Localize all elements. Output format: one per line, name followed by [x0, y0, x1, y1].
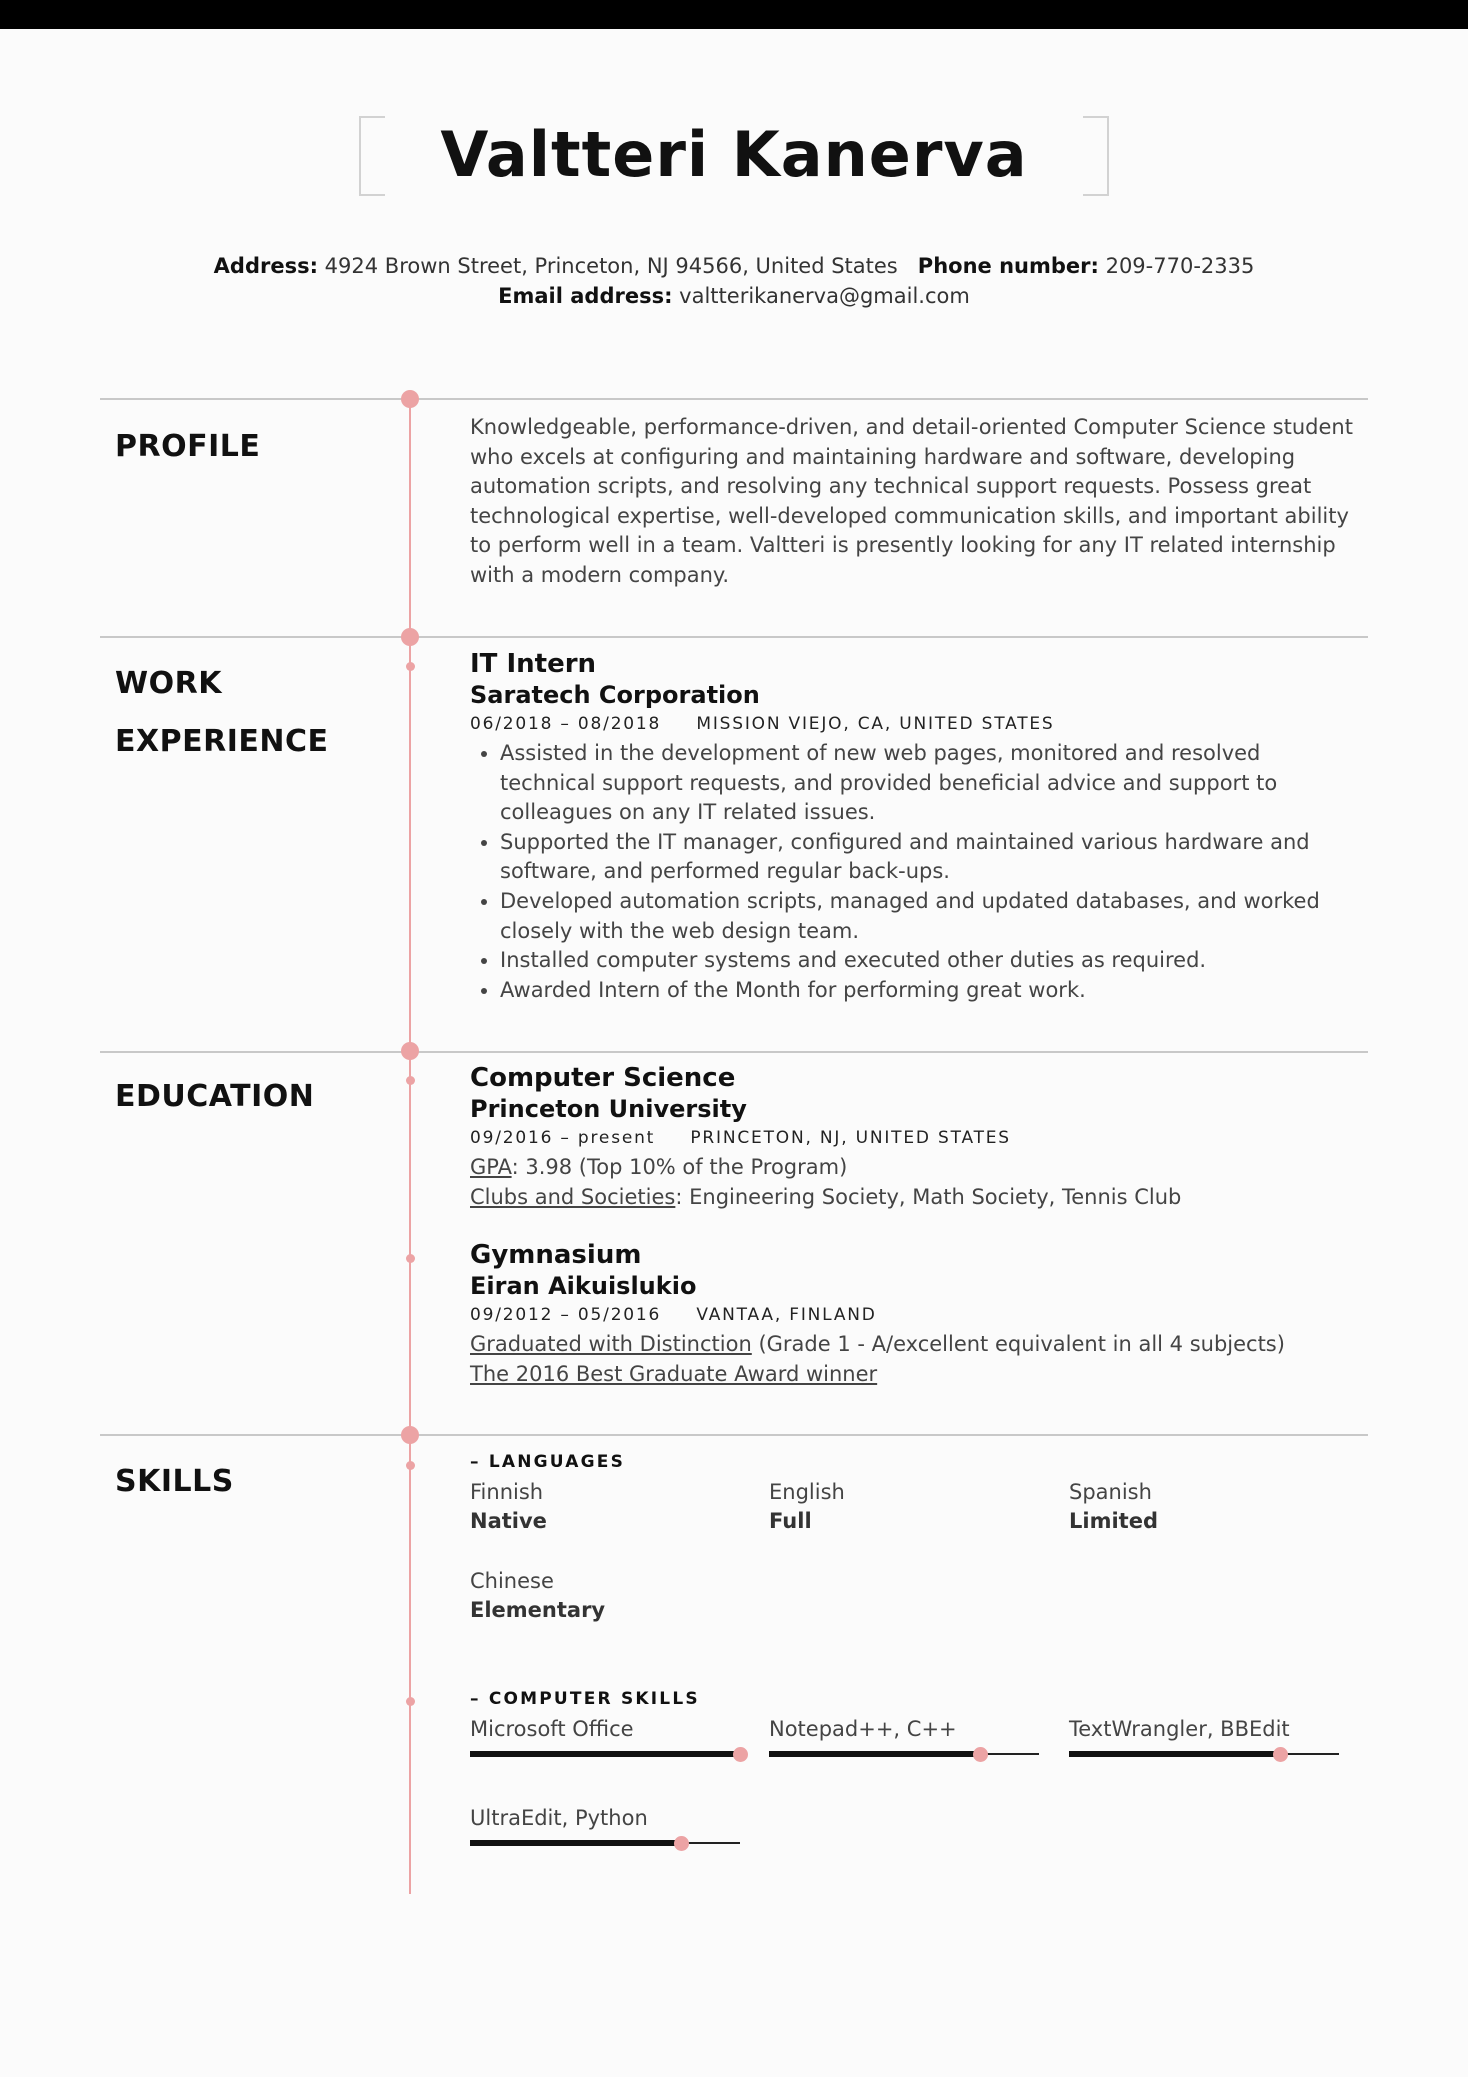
- job-dates: 06/2018 – 08/2018: [470, 714, 662, 734]
- timeline-dot: [401, 1426, 419, 1444]
- school: Eiran Aikuislukio: [470, 1272, 697, 1300]
- computer-skill-item: [470, 1715, 750, 1744]
- language-item: [470, 1478, 750, 1536]
- timeline-dot: [401, 1042, 419, 1060]
- timeline-dot-small: [406, 1254, 415, 1263]
- language-name: Spanish: [1069, 1480, 1152, 1504]
- phone-label: Phone number:: [917, 254, 1099, 278]
- heading-line-1: WORK: [115, 666, 222, 701]
- skill-bar-track: [769, 1753, 1039, 1755]
- language-level: Full: [769, 1509, 812, 1533]
- email-label: Email address:: [498, 284, 673, 308]
- skill-bar-fill: [470, 1751, 740, 1757]
- edu-detail-link: Graduated with Distinction: [470, 1332, 752, 1356]
- languages-label: – LANGUAGES: [470, 1452, 626, 1472]
- contact-line-2: [0, 284, 1468, 308]
- edu-detail-text: : 3.98 (Top 10% of the Program): [511, 1155, 848, 1179]
- list-item: • Awarded Intern of the Month for performing great work.: [500, 976, 1360, 1006]
- address: 4924 Brown Street, Princeton, NJ 94566, United States: [324, 254, 898, 278]
- divider-skills: [100, 1434, 1368, 1436]
- list-item: • Supported the IT manager, configured and maintained various hardware and software, and performed regular back-ups.: [500, 828, 1360, 887]
- edu-detail: [470, 1183, 1360, 1213]
- language-item: [769, 1478, 1049, 1536]
- computer-skill-name: Notepad++, C++: [769, 1717, 957, 1741]
- section-heading-education: EDUCATION: [115, 1079, 315, 1114]
- edu-dates-row: [470, 1301, 1360, 1330]
- work-section: [470, 649, 1360, 1005]
- skill-bar-fill: [1069, 1751, 1280, 1757]
- language-name: Chinese: [470, 1569, 554, 1593]
- education-entry-1: [470, 1063, 1360, 1212]
- edu-location: PRINCETON, NJ, UNITED STATES: [690, 1128, 1011, 1148]
- edu-detail-text: : Engineering Society, Math Society, Tennis Club: [675, 1184, 1182, 1209]
- education-entry-2: [470, 1240, 1360, 1389]
- edu-dates: 09/2016 – present: [470, 1128, 656, 1148]
- job-company: Saratech Corporation: [470, 681, 760, 709]
- edu-detail-link: Clubs and Societies: [470, 1184, 676, 1209]
- skill-bar-fill: [470, 1840, 681, 1846]
- edu-detail-link: GPA: [470, 1155, 512, 1179]
- language-level: Native: [470, 1509, 547, 1533]
- timeline-dot-small: [406, 1076, 415, 1085]
- computer-skills-label: – COMPUTER SKILLS: [470, 1689, 700, 1709]
- edu-location: VANTAA, FINLAND: [696, 1305, 877, 1325]
- skill-bar-knob: [674, 1836, 689, 1851]
- edu-detail: [470, 1330, 1360, 1360]
- job-title: IT Intern: [470, 649, 597, 679]
- computer-skill-name: Microsoft Office: [470, 1717, 634, 1741]
- job-dates-row: [470, 710, 1360, 739]
- language-item: [1069, 1478, 1349, 1536]
- list-item: • Assisted in the development of new web pages, monitored and resolved technical support requests, and provided beneficial advice and support to colleagues on any IT related issues.: [500, 739, 1360, 828]
- email: valtterikanerva@gmail.com: [679, 284, 970, 308]
- edu-detail-link: The 2016 Best Graduate Award winner: [470, 1361, 878, 1386]
- computer-skill-name: UltraEdit, Python: [470, 1806, 648, 1830]
- full-name: Valtteri Kanerva: [440, 118, 1028, 191]
- timeline-dot-small: [406, 662, 415, 671]
- address-label: Address:: [213, 254, 318, 278]
- heading-line-2: EXPERIENCE: [115, 724, 329, 759]
- skill-bar-knob: [733, 1747, 748, 1762]
- computer-skill-item: [1069, 1715, 1349, 1744]
- timeline-dot: [401, 628, 419, 646]
- skill-bar-track: [1069, 1753, 1339, 1755]
- skill-bar-knob: [1273, 1747, 1288, 1762]
- skill-bar-track: [470, 1753, 740, 1755]
- degree: Gymnasium: [470, 1240, 642, 1270]
- edu-detail-text: (Grade 1 - A/excellent equivalent in all 4 subjects): [751, 1332, 1285, 1356]
- language-item: [470, 1567, 750, 1625]
- edu-dates: 09/2012 – 05/2016: [470, 1305, 662, 1325]
- edu-detail: [470, 1360, 1360, 1390]
- language-name: English: [769, 1480, 845, 1504]
- timeline-line: [409, 398, 411, 1894]
- skill-bar-fill: [769, 1751, 980, 1757]
- header: [0, 110, 1468, 199]
- contact-line-1: [0, 254, 1468, 278]
- top-bar: [0, 0, 1468, 29]
- skill-bar-knob: [973, 1747, 988, 1762]
- timeline-dot-small: [406, 1461, 415, 1470]
- skill-bar-track: [470, 1842, 740, 1844]
- computer-skill-item: [769, 1715, 1049, 1744]
- school: Princeton University: [470, 1095, 747, 1123]
- name-box: [364, 110, 1103, 199]
- job-location: MISSION VIEJO, CA, UNITED STATES: [696, 714, 1055, 734]
- divider-profile: [100, 398, 1368, 400]
- skills-section: [470, 1452, 1360, 1892]
- section-heading-profile: PROFILE: [115, 429, 261, 464]
- language-level: Elementary: [470, 1598, 606, 1622]
- section-heading-work: [115, 655, 328, 771]
- timeline-dot-small: [406, 1697, 415, 1706]
- section-heading-skills: SKILLS: [115, 1464, 234, 1499]
- degree: Computer Science: [470, 1063, 736, 1093]
- left-bracket: [359, 116, 385, 196]
- divider-work: [100, 636, 1368, 638]
- language-level: Limited: [1069, 1509, 1158, 1533]
- language-name: Finnish: [470, 1480, 544, 1504]
- computer-skill-item: [470, 1804, 750, 1833]
- edu-dates-row: [470, 1124, 1360, 1153]
- right-bracket: [1083, 116, 1109, 196]
- profile-text: Knowledgeable, performance-driven, and detail-oriented Computer Science student who excels at configuring and maintaining hardware and software, developing automation scripts, and resolving any technical support requests. Possess great technological expertise, well-developed communication skills, and important ability to perform well in a team. Valtteri is presently looking for any IT related internship with a modern company.: [470, 415, 1353, 587]
- list-item: • Installed computer systems and executed other duties as required.: [500, 946, 1360, 976]
- edu-detail: [470, 1153, 1360, 1183]
- phone: 209-770-2335: [1105, 254, 1255, 278]
- computer-skill-name: TextWrangler, BBEdit: [1069, 1717, 1290, 1741]
- list-item: • Developed automation scripts, managed and updated databases, and worked closely with the web design team.: [500, 887, 1360, 946]
- divider-education: [100, 1051, 1368, 1053]
- job-bullets: [470, 739, 1360, 1005]
- profile-section: [470, 413, 1360, 591]
- timeline-dot: [401, 390, 419, 408]
